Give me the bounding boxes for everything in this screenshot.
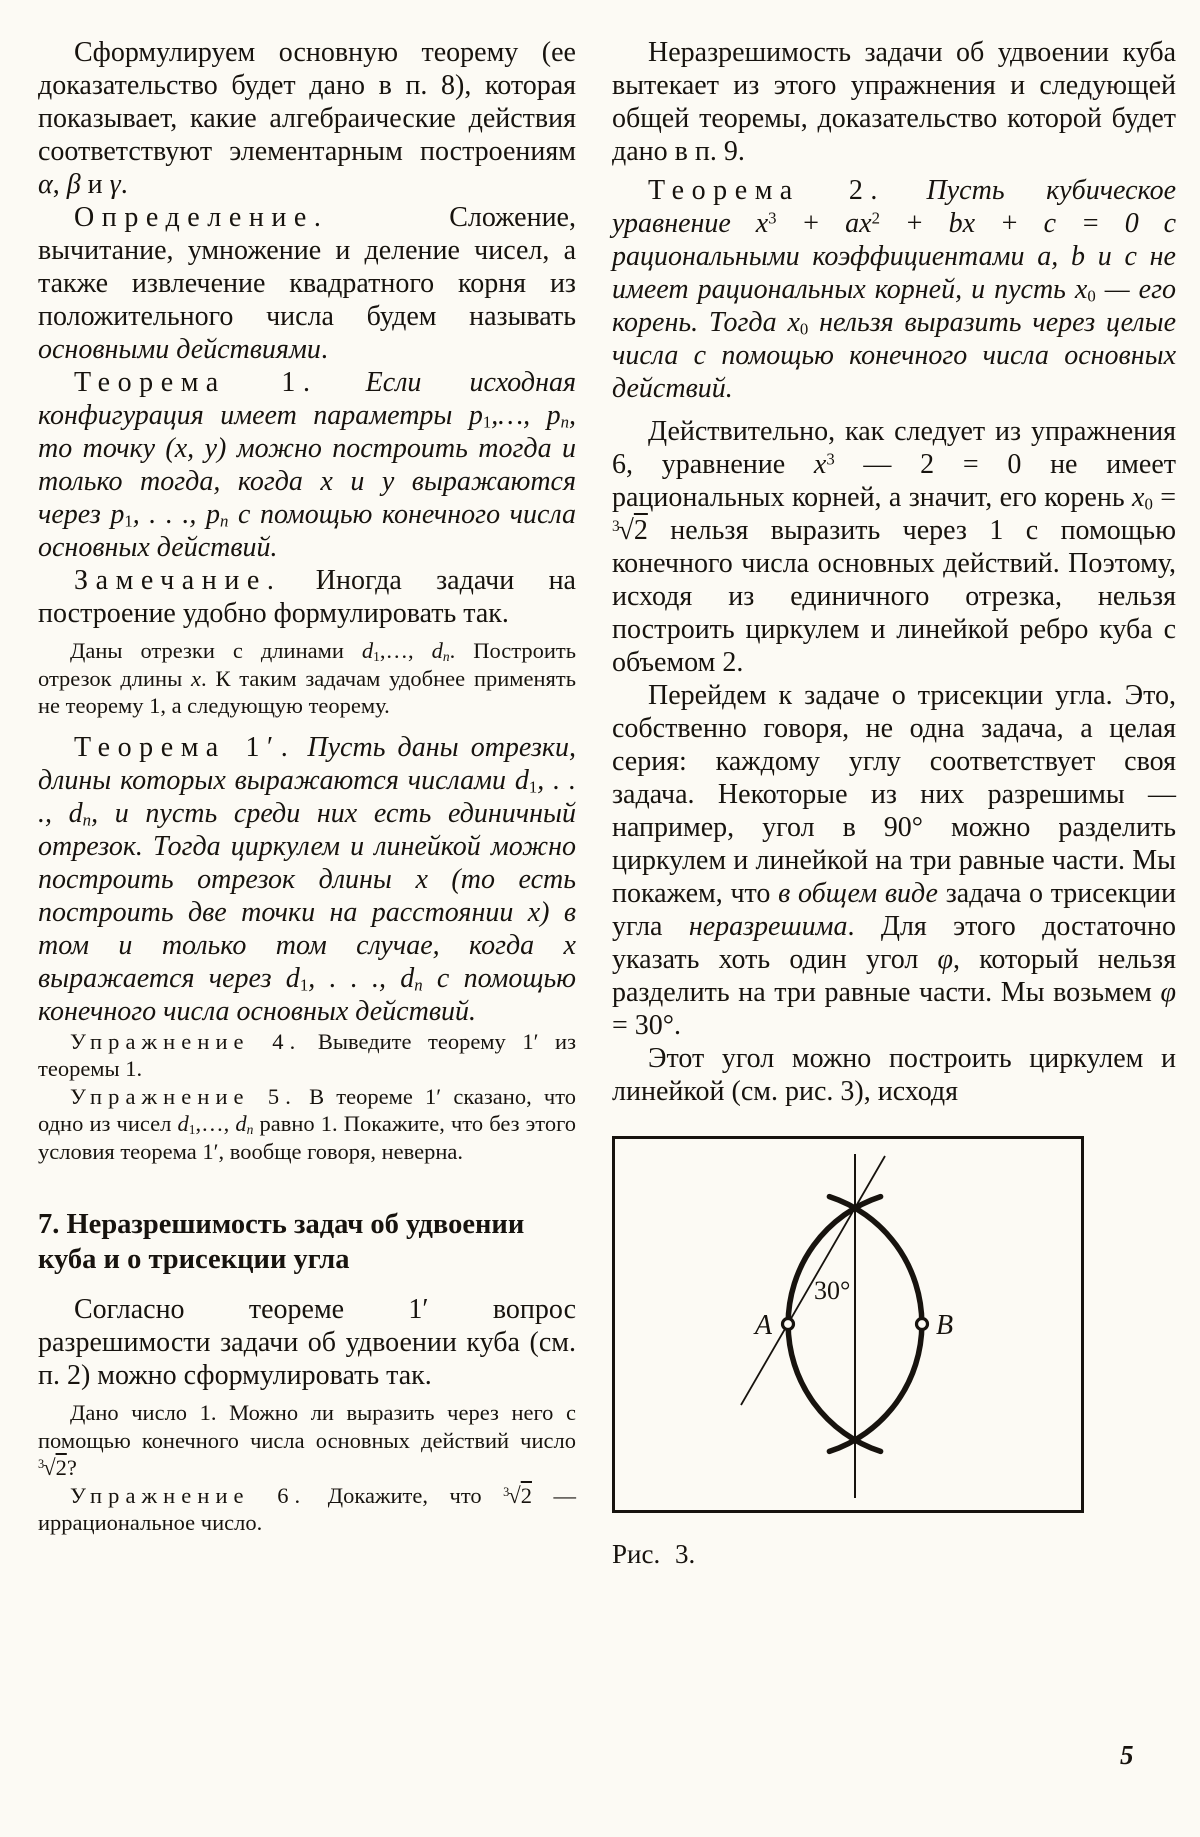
cube-root-radical: $^3$√2 (503, 1482, 532, 1508)
paragraph: Замечание. Иногда задачи на построение удобно формулировать так. (38, 565, 576, 629)
point-b-marker (917, 1319, 928, 1330)
paragraph: Определение. Сложение, вычитание, умножение и деление чисел, а также извлечение квадратного корня из положительного числа будем называть основными действиями. (38, 202, 576, 365)
point-a-label: A (754, 1310, 772, 1341)
small-paragraph: Дано число 1. Можно ли выразить через него с помощью конечного числа основных действий число $^3$√2? (38, 1400, 576, 1480)
page-number: 5 (1120, 1740, 1134, 1770)
paragraph: Теорема 1′. Пусть даны отрезки, длины которых выражаются числами d1, . . ., dn, и пусть среди них есть единичный отрезок. Тогда циркулем и линейкой можно построить отрезок длины x (то есть построить две точки на расстоянии x) в том и только том случае, когда x выражается через d1, . . ., dn с помощью конечного числа основных действий. (38, 731, 576, 1027)
left-compass-arc (788, 1197, 880, 1452)
angle-value-label: 30° (814, 1276, 851, 1305)
paragraph: Теорема 1. Если исходная конфигурация имеет параметры p1,…, pn, то точку (x, y) можно построить тогда и только тогда, когда x и y выражаются через p1, . . ., pn с помощью конечного числа основных действий. (38, 367, 577, 563)
two-column-text (38, 36, 1176, 1570)
figure-3-drawing (612, 1136, 1084, 1513)
point-b-label: B (936, 1310, 954, 1341)
cube-root-radical: $^3$√2 (38, 1455, 67, 1480)
point-a-marker (783, 1319, 794, 1330)
figure-frame (614, 1138, 1083, 1512)
section-heading: 7. Неразрешимость задач об удвоении куба и о трисекции угла (38, 1209, 525, 1275)
right-column (612, 36, 1176, 1570)
paragraph: Перейдем к задаче о трисекции угла. Это, собственно говоря, не одна задача, а целая серия: каждому углу соответствует своя задача. Некоторые из них разрешимы — например, угол в 90° можно разделить циркулем и линейкой на три равные части. Мы покажем, что в общем виде задача о трисекции угла неразрешима. Для этого достаточно указать хоть один угол φ, который нельзя разделить на три равные части. Мы возьмем φ = 30°. (612, 680, 1177, 1041)
paragraph: Неразрешимость задачи об удвоении куба вытекает из этого упражнения и следующей общей теоремы, доказательство которой будет дано в п. 9. (612, 37, 1176, 167)
paragraph: Этот угол можно построить циркулем и линейкой (см. рис. 3), исходя (612, 1043, 1176, 1107)
paragraph: Согласно теореме 1′ вопрос разрешимости задачи об удвоении куба (см. п. 2) можно сформулировать так. (38, 1294, 576, 1391)
figure-caption: Рис. 3. (612, 1539, 696, 1569)
small-paragraph: Упражнение 6. Докажите, что $^3$√2 — иррациональное число. (38, 1482, 577, 1535)
small-paragraph: Даны отрезки с длинами d1,…, dn. Построить отрезок длины x. К таким задачам удобнее применять не теорему 1, а следующую теорему. (38, 638, 577, 718)
right-compass-arc (829, 1197, 921, 1452)
small-paragraph: Упражнение 5. В теореме 1′ сказано, что одно из чисел d1,…, dn равно 1. Покажите, что без этого условия теорема 1′, вообще говоря, неверна. (38, 1083, 576, 1164)
left-column (38, 36, 576, 1570)
paragraph: Теорема 2. Пусть кубическое уравнение $x^3 + ax^2$ + bx + c = 0 с рациональными коэффициентами a, b и c не имеет рациональных корней, и пусть x0 — его корень. Тогда x0 нельзя выразить через целые числа с помощью конечного числа основных действий. (612, 175, 1177, 404)
small-paragraph: Упражнение 4. Выведите теорему 1′ из теоремы 1. (38, 1028, 576, 1081)
paragraph: Сформулируем основную теорему (ее доказательство будет дано в п. 8), которая показывает, какие алгебраические действия соответствуют элементарным построениям α, β и γ. (38, 37, 576, 200)
cube-root-radical: $^3$√2 (612, 515, 648, 546)
paragraph: Действительно, как следует из упражнения 6, уравнение $x^3$ — 2 = 0 не имеет рациональных корней, а значит, его корень x0 = $^3$√2 нельзя выразить через 1 с помощью конечного числа основных действий. Поэтому, исходя из единичного отрезка, нельзя построить циркулем и линейкой ребро куба с объемом 2. (612, 416, 1176, 678)
figure-3 (612, 1136, 1084, 1570)
angle-ray-line (741, 1156, 885, 1405)
